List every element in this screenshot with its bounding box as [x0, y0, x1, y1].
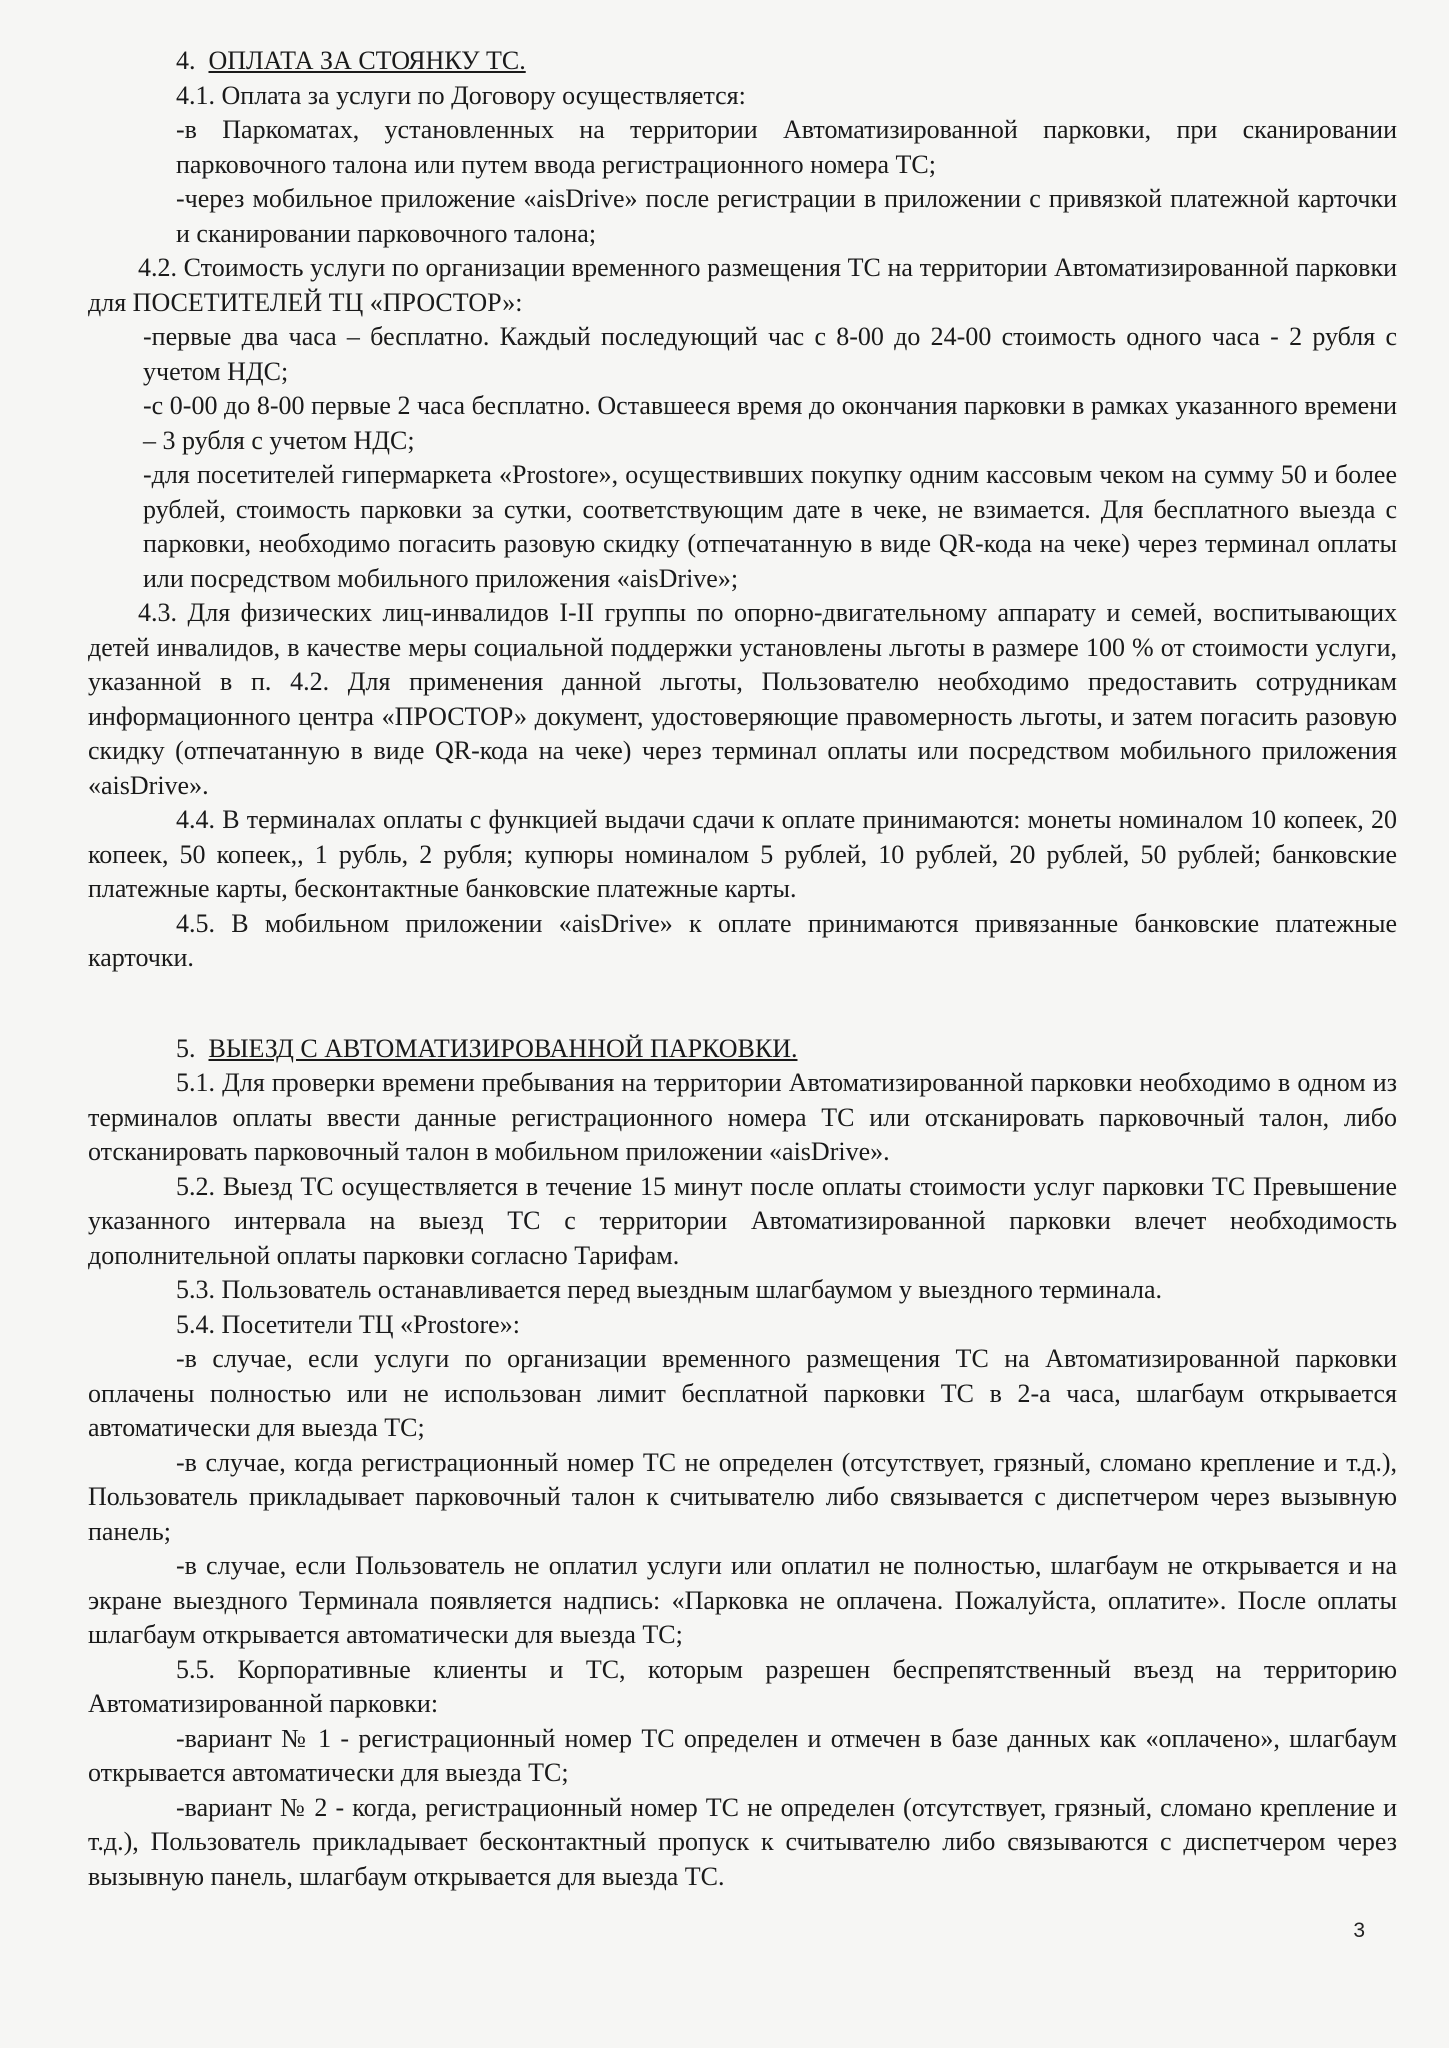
clause-4-4: 4.4. В терминалах оплаты с функцией выдачи сдачи к оплате принимаются: монеты номиналом 10 копеек, 20 копеек, 50 копеек,, 1 рубль, 2 рубля; купюры номиналом 5 рублей, 10 рублей, 20 рублей, 50 рублей; банковские платежные карты, бесконтактные банковские платежные карты. — [88, 805, 1397, 903]
clause-5-4: 5.4. Посетители ТЦ «Prostore»: — [176, 1309, 520, 1339]
clause-5-5: 5.5. Корпоративные клиенты и ТС, которым разрешен беспрепятственный въезд на территорию Автоматизированной парковки: — [88, 1654, 1397, 1718]
clause-4-2: 4.2. Стоимость услуги по организации временного размещения ТС на территории Автоматизированной парковки для ПОСЕТИТЕЛЕЙ ТЦ «ПРОСТОР»: — [88, 253, 1397, 317]
clause-5-4-item-a: -в случае, если услуги по организации временного размещения ТС на Автоматизированной парковки оплачены полностью или не использован лимит бесплатной парковки ТС в 2-а часа, шлагбаум открывается автоматически для выезда ТС; — [88, 1344, 1397, 1442]
clause-4-2-item-c: -для посетителей гипермаркета «Prostore», осуществивших покупку одним кассовым чеком на сумму 50 и более рублей, стоимость парковки за сутки, соответствующим дате в чеке, не взимается. Для бесплатного выезда с парковки, необходимо погасить разовую скидку (отпечатанную в виде QR-кода на чеке) через терминал оплаты или посредством мобильного приложения «aisDrive»; — [143, 460, 1397, 593]
clause-5-1: 5.1. Для проверки времени пребывания на территории Автоматизированной парковки необходимо в одном из терминалов оплаты ввести данные регистрационного номера ТС или отсканировать парковочный талон, либо отсканировать парковочный талон в мобильном приложении «aisDrive». — [88, 1068, 1397, 1166]
clause-4-2-item-a: -первые два часа – бесплатно. Каждый последующий час с 8-00 до 24-00 стоимость одного часа - 2 рубля с учетом НДС; — [143, 322, 1397, 386]
clause-4-1: 4.1. Оплата за услуги по Договору осуществляется: — [176, 80, 746, 110]
clause-4-1-item-a: -в Паркоматах, установленных на территории Автоматизированной парковки, при сканировании парковочного талона или путем ввода регистрационного номера ТС; — [176, 115, 1397, 179]
clause-5-3: 5.3. Пользователь останавливается перед выездным шлагбаумом у выездного терминала. — [176, 1275, 1162, 1304]
clause-5-5-item-b: -вариант № 2 - когда, регистрационный номер ТС не определен (отсутствует, грязный, сломано крепление и т.д.), Пользователь прикладывает бесконтактный пропуск к считывателю либо связываются с диспетчером через вызывную панель, шлагбаум открывается для выезда ТС. — [88, 1792, 1397, 1891]
section-5-title: ВЫЕЗД С АВТОМАТИЗИРОВАННОЙ ПАРКОВКИ. — [208, 1033, 798, 1063]
clause-4-3: 4.3. Для физических лиц-инвалидов I-II группы по опорно-двигательному аппарату и семей, воспитывающих детей инвалидов, в качестве меры социальной поддержки установлены льготы в размере 100 % от стоимости услуги, указанной в п. 4.2. Для применения данной льготы, Пользователю необходимо предоставить сотрудникам информационного центра «ПРОСТОР» документ, удостоверяющие правомерность льготы, и затем погасить разовую скидку (отпечатанную в виде QR-кода на чеке) через терминал оплаты или посредством мобильного приложения «aisDrive». — [88, 598, 1397, 800]
clause-5-2: 5.2. Выезд ТС осуществляется в течение 15 минут после оплаты стоимости услуг парковки ТС Превышение указанного интервала на выезд ТС с территории Автоматизированной парковки влечет необходимость дополнительной оплаты парковки согласно Тарифам. — [88, 1171, 1397, 1270]
section-4-heading — [88, 44, 1397, 79]
clause-5-5-item-a: -вариант № 1 - регистрационный номер ТС определен и отмечен в базе данных как «оплачено», шлагбаум открывается автоматически для выезда ТС; — [88, 1723, 1397, 1787]
clause-5-4-item-b: -в случае, когда регистрационный номер ТС не определен (отсутствует, грязный, сломано крепление и т.д.), Пользователь прикладывает парковочный талон к считывателю либо связывается с диспетчером через вызывную панель; — [88, 1447, 1397, 1546]
section-spacer — [88, 976, 1397, 1032]
section-5-heading — [88, 1032, 1397, 1067]
section-4-title: ОПЛАТА ЗА СТОЯНКУ ТС. — [208, 46, 526, 75]
clause-4-2-item-b: -с 0-00 до 8-00 первые 2 часа бесплатно. Оставшееся время до окончания парковки в рамках указанного времени – 3 рубля с учетом НДС; — [143, 391, 1397, 455]
clause-4-5: 4.5. В мобильном приложении «aisDrive» к оплате принимаются привязанные банковские платежные карточки. — [88, 908, 1397, 972]
clause-5-4-item-c: -в случае, если Пользователь не оплатил услуги или оплатил не полностью, шлагбаум не открывается и на экране выездного Терминала появляется надпись: «Парковка не оплачена. Пожалуйста, оплатите». После оплаты шлагбаум открывается автоматически для выезда ТС; — [88, 1551, 1397, 1649]
section-4-number: 4. — [176, 46, 196, 75]
section-5-number: 5. — [176, 1033, 196, 1063]
clause-4-1-item-b: -через мобильное приложение «aisDrive» после регистрации в приложении с привязкой платежной карточки и сканировании парковочного талона; — [176, 184, 1397, 248]
page-number: 3 — [1353, 1918, 1365, 1942]
